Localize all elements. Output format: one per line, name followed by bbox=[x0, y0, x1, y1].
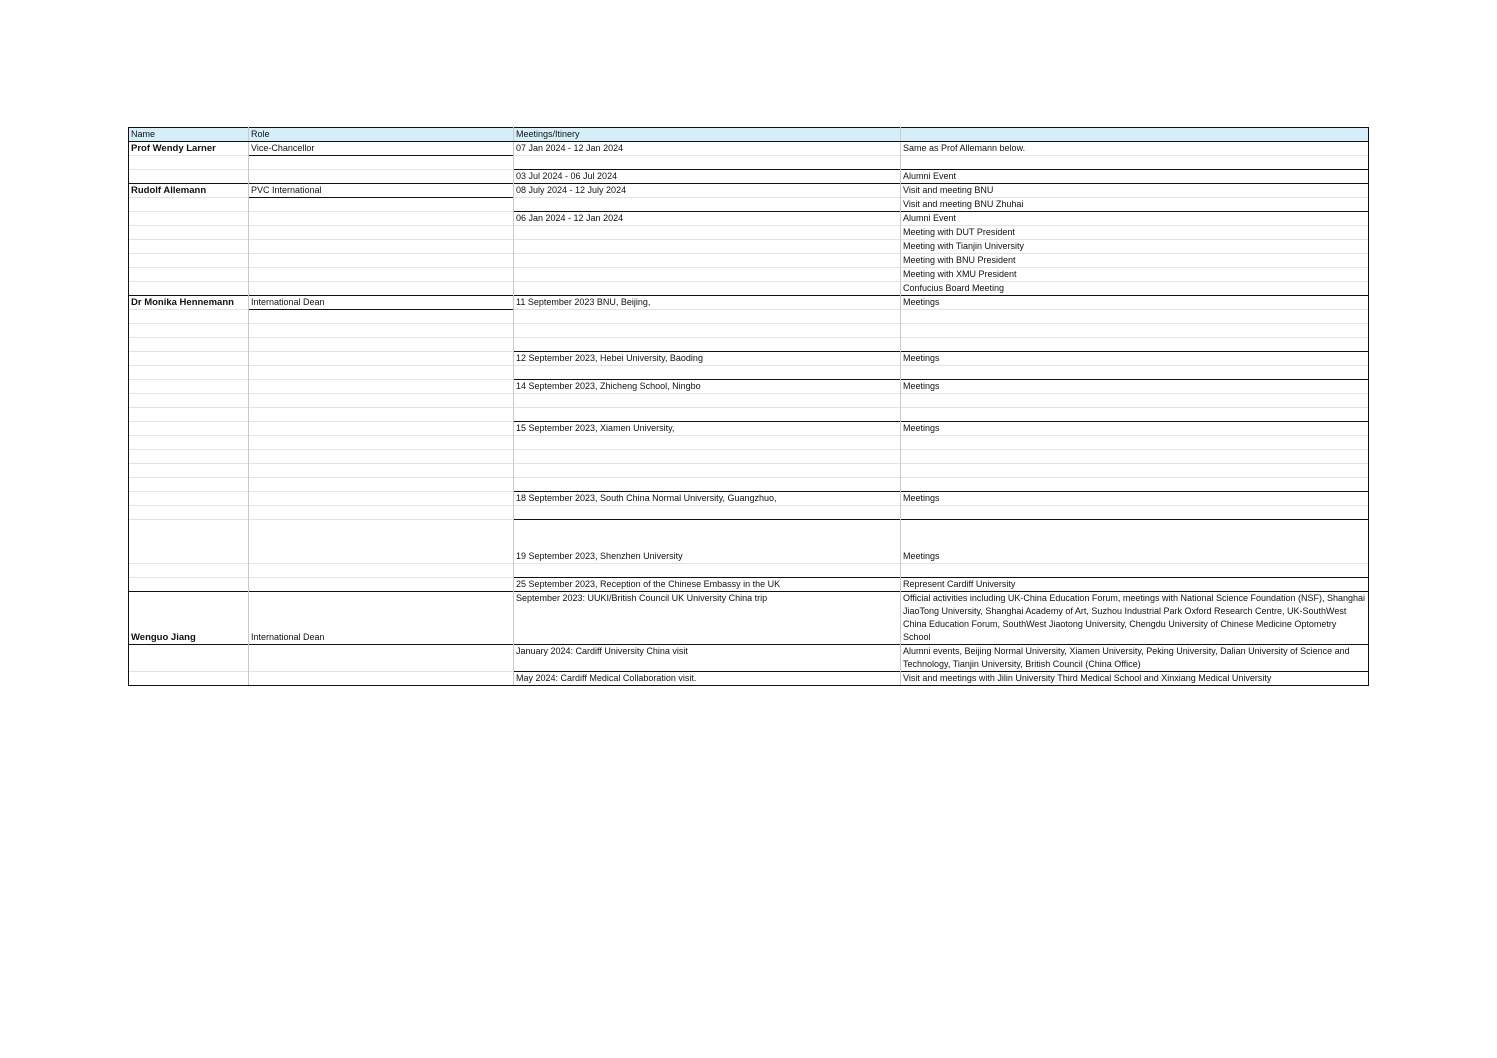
activity-cell: Meetings bbox=[901, 352, 1369, 366]
meeting-cell: 25 September 2023, Reception of the Chinese Embassy in the UK bbox=[514, 578, 901, 592]
header-activities bbox=[901, 128, 1369, 142]
person-role: International Dean bbox=[249, 592, 514, 645]
activity-cell: Meeting with Tianjin University bbox=[901, 240, 1369, 254]
activity-cell: Visit and meeting BNU bbox=[901, 184, 1369, 198]
table-row bbox=[129, 310, 1369, 324]
table-row bbox=[129, 422, 1369, 436]
meeting-cell: 06 Jan 2024 - 12 Jan 2024 bbox=[514, 212, 901, 226]
person-name: Wenguo Jiang bbox=[129, 592, 249, 645]
table-row bbox=[129, 324, 1369, 338]
activity-cell: Visit and meeting BNU Zhuhai bbox=[901, 198, 1369, 212]
header-row bbox=[129, 128, 1369, 142]
meeting-cell: May 2024: Cardiff Medical Collaboration visit. bbox=[514, 672, 901, 686]
meeting-cell: 14 September 2023, Zhicheng School, Ningbo bbox=[514, 380, 901, 394]
table-row bbox=[129, 240, 1369, 254]
table-row bbox=[129, 506, 1369, 520]
table-row bbox=[129, 564, 1369, 578]
activity-cell: Meeting with XMU President bbox=[901, 268, 1369, 282]
activity-cell: Visit and meetings with Jilin University Third Medical School and Xinxiang Medical University bbox=[901, 672, 1369, 686]
itinerary-table bbox=[128, 127, 1369, 686]
meeting-cell: 19 September 2023, Shenzhen University bbox=[514, 520, 901, 564]
itinerary-sheet bbox=[128, 127, 1368, 686]
activity-cell: Meeting with BNU President bbox=[901, 254, 1369, 268]
table-row bbox=[129, 672, 1369, 686]
table-row bbox=[129, 170, 1369, 184]
person-role: PVC International bbox=[249, 184, 514, 198]
activity-cell: Alumni Event bbox=[901, 170, 1369, 184]
table-row bbox=[129, 592, 1369, 645]
person-name: Dr Monika Hennemann bbox=[129, 296, 249, 310]
person-role: International Dean bbox=[249, 296, 514, 310]
table-row bbox=[129, 366, 1369, 380]
activity-cell: Meetings bbox=[901, 422, 1369, 436]
header-meetings: Meetings/Itinery bbox=[514, 128, 901, 142]
table-row bbox=[129, 450, 1369, 464]
table-row bbox=[129, 408, 1369, 422]
meeting-cell: 12 September 2023, Hebei University, Baoding bbox=[514, 352, 901, 366]
table-row bbox=[129, 352, 1369, 366]
header-name: Name bbox=[129, 128, 249, 142]
table-row bbox=[129, 464, 1369, 478]
activity-cell: Meetings bbox=[901, 296, 1369, 310]
table-row bbox=[129, 156, 1369, 170]
table-row bbox=[129, 380, 1369, 394]
activity-cell: Meeting with DUT President bbox=[901, 226, 1369, 240]
table-row bbox=[129, 578, 1369, 592]
table-row bbox=[129, 142, 1369, 156]
header-role: Role bbox=[249, 128, 514, 142]
activity-cell: Alumni Event bbox=[901, 212, 1369, 226]
table-row bbox=[129, 394, 1369, 408]
table-row bbox=[129, 478, 1369, 492]
meeting-cell: 18 September 2023, South China Normal University, Guangzhuo, bbox=[514, 492, 901, 506]
activity-cell: Meetings bbox=[901, 520, 1369, 564]
activity-cell: Meetings bbox=[901, 492, 1369, 506]
meeting-cell: 11 September 2023 BNU, Beijing, bbox=[514, 296, 901, 310]
meeting-cell: 03 Jul 2024 - 06 Jul 2024 bbox=[514, 170, 901, 184]
table-row bbox=[129, 226, 1369, 240]
table-row bbox=[129, 492, 1369, 506]
activity-cell: Same as Prof Allemann below. bbox=[901, 142, 1369, 156]
table-row bbox=[129, 645, 1369, 672]
meeting-cell: 15 September 2023, Xiamen University, bbox=[514, 422, 901, 436]
meeting-cell: September 2023: UUKI/British Council UK University China trip bbox=[514, 592, 901, 645]
table-row bbox=[129, 254, 1369, 268]
table-row bbox=[129, 296, 1369, 310]
table-row bbox=[129, 198, 1369, 212]
activity-cell: Represent Cardiff University bbox=[901, 578, 1369, 592]
table-row bbox=[129, 212, 1369, 226]
table-row bbox=[129, 282, 1369, 296]
meeting-cell: 08 July 2024 - 12 July 2024 bbox=[514, 184, 901, 198]
table-row bbox=[129, 520, 1369, 564]
table-row bbox=[129, 338, 1369, 352]
activity-cell: Official activities including UK-China Education Forum, meetings with National Science Foundation (NSF), Shanghai JiaoTong University, Shanghai Academy of Art, Suzhou Industrial Park Oxford Research Centre, UK-SouthWest China Education Forum, SouthWest Jiaotong University, Chengdu University of Chinese Medicine Optometry School bbox=[901, 592, 1369, 645]
meeting-cell: January 2024: Cardiff University China visit bbox=[514, 645, 901, 672]
person-role: Vice-Chancellor bbox=[249, 142, 514, 156]
table-row bbox=[129, 436, 1369, 450]
person-name: Rudolf Allemann bbox=[129, 184, 249, 198]
person-name: Prof Wendy Larner bbox=[129, 142, 249, 156]
activity-cell: Alumni events, Beijing Normal University, Xiamen University, Peking University, Dalian University of Science and Technology, Tianjin University, British Council (China Office) bbox=[901, 645, 1369, 672]
meeting-cell: 07 Jan 2024 - 12 Jan 2024 bbox=[514, 142, 901, 156]
table-row bbox=[129, 268, 1369, 282]
activity-cell: Confucius Board Meeting bbox=[901, 282, 1369, 296]
table-row bbox=[129, 184, 1369, 198]
activity-cell: Meetings bbox=[901, 380, 1369, 394]
